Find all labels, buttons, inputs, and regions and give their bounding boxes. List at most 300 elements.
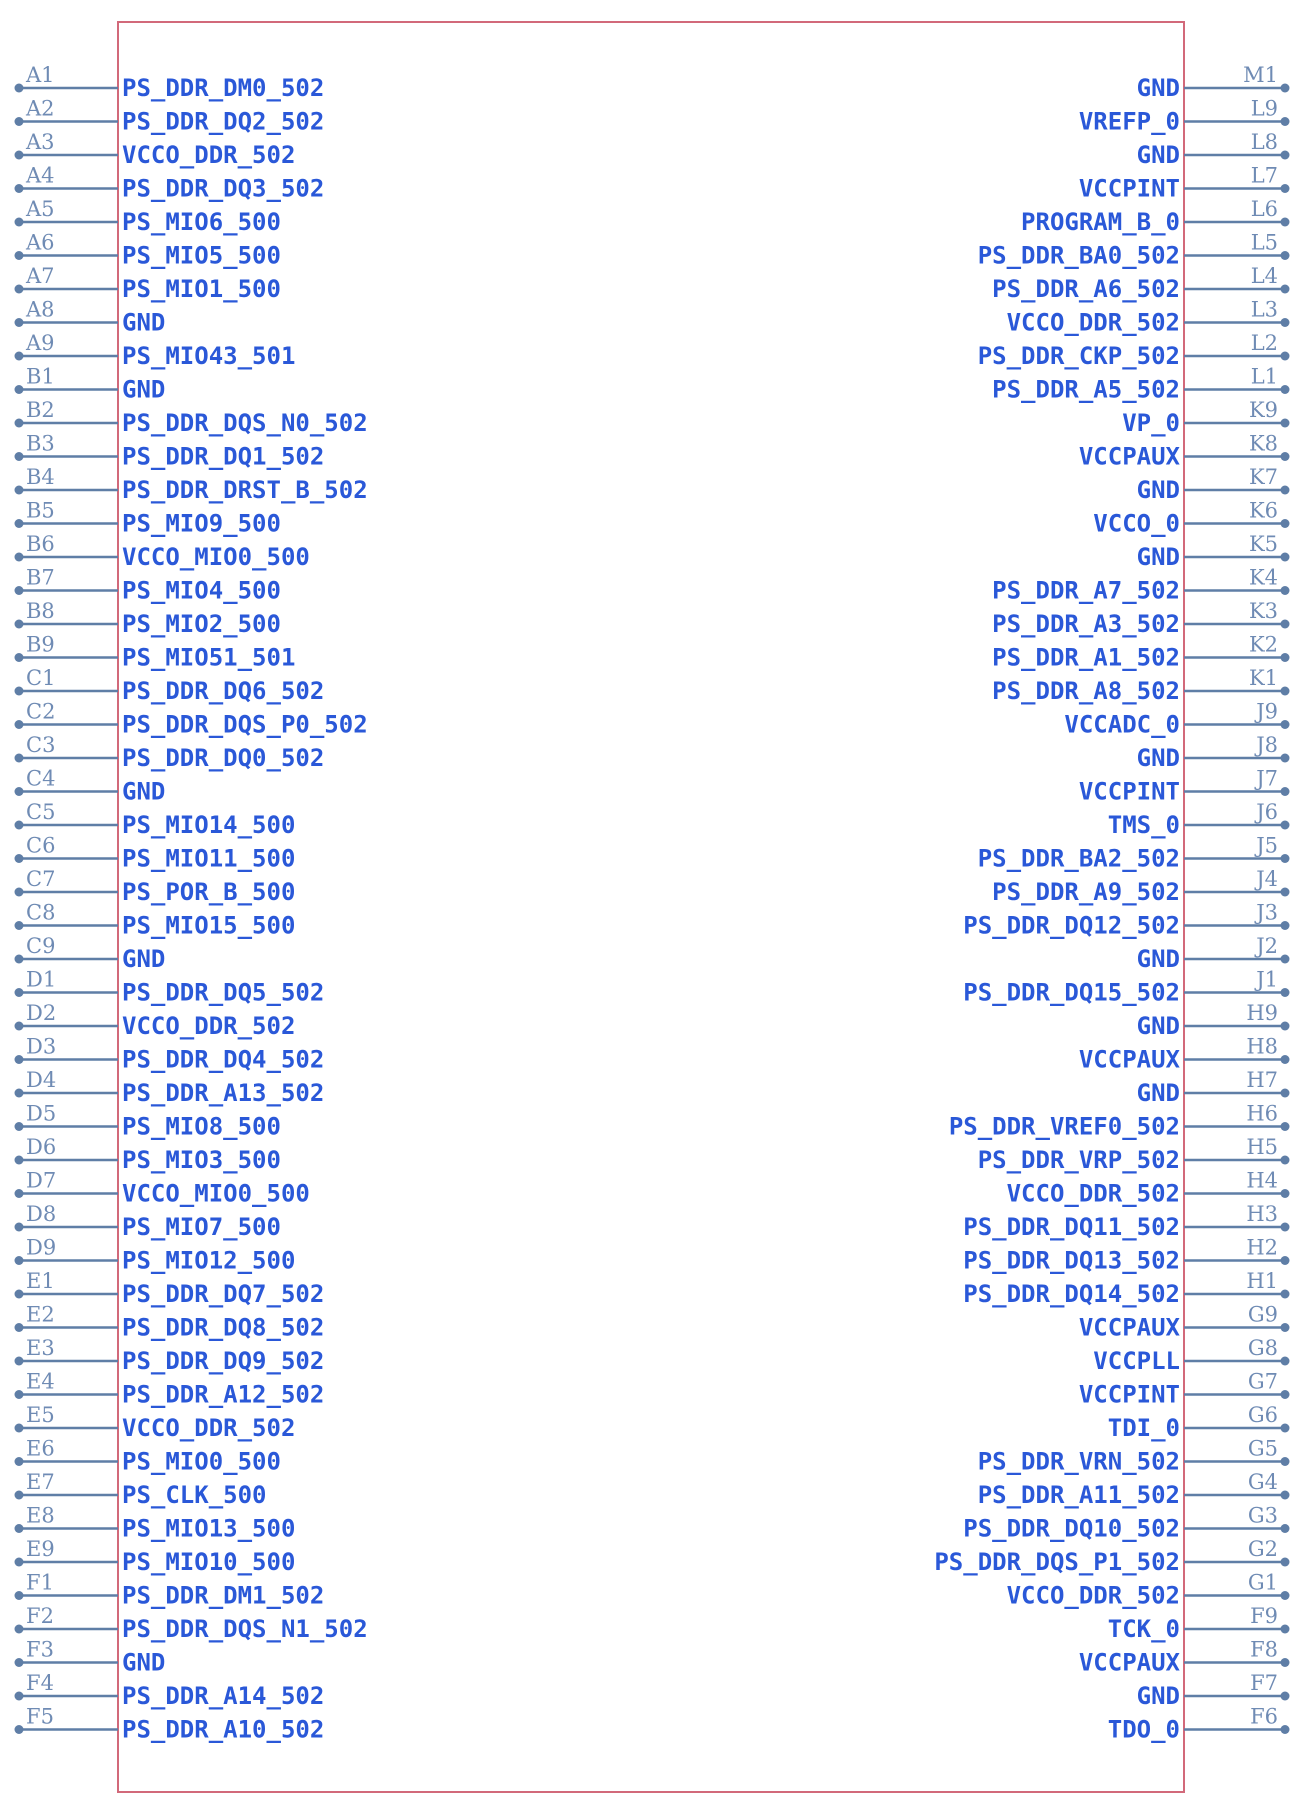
- pin-number: M1: [1243, 63, 1278, 87]
- pin-endpoint-dot: [1281, 586, 1290, 595]
- pin-d7: [15, 1169, 310, 1208]
- pin-number: B9: [26, 632, 55, 657]
- pin-number: H5: [1246, 1135, 1278, 1159]
- pin-label: VCCPINT: [1078, 1380, 1180, 1409]
- pin-label: PS_DDR_A13_502: [122, 1079, 325, 1107]
- pin-k4: [992, 566, 1289, 605]
- pin-number: G6: [1247, 1403, 1278, 1427]
- pin-label: VCCPAUX: [1078, 442, 1180, 471]
- pin-label: PS_DDR_DQ8_502: [122, 1313, 325, 1342]
- pin-l2: [978, 331, 1290, 370]
- pin-endpoint-dot: [15, 1625, 24, 1634]
- pin-d9: [15, 1236, 296, 1275]
- pin-endpoint-dot: [1281, 117, 1290, 126]
- pin-label: PS_MIO10_500: [122, 1548, 296, 1576]
- pin-number: G4: [1247, 1470, 1278, 1494]
- pin-endpoint-dot: [15, 854, 24, 863]
- pin-endpoint-dot: [15, 1725, 24, 1734]
- pin-endpoint-dot: [1281, 285, 1290, 294]
- pin-label: GND: [1136, 476, 1180, 504]
- pin-e5: [15, 1403, 296, 1442]
- pin-label: PS_DDR_A7_502: [992, 576, 1180, 605]
- pin-label: PS_DDR_DQ10_502: [963, 1514, 1180, 1543]
- pin-number: L4: [1250, 264, 1278, 288]
- pin-b6: [15, 532, 310, 571]
- pin-endpoint-dot: [15, 1558, 24, 1567]
- pin-number: L6: [1250, 197, 1278, 221]
- pin-number: D8: [26, 1202, 57, 1226]
- pin-number: A5: [26, 197, 55, 221]
- pin-e4: [15, 1370, 325, 1409]
- pin-b2: [15, 398, 368, 437]
- pin-number: C8: [26, 900, 56, 925]
- pin-label: PS_MIO7_500: [122, 1213, 281, 1241]
- pin-endpoint-dot: [1281, 452, 1290, 461]
- pin-k1: [992, 666, 1289, 705]
- pin-label: PS_DDR_A14_502: [122, 1682, 325, 1710]
- pin-c7: [15, 867, 296, 906]
- pin-label: GND: [1136, 74, 1180, 102]
- pin-endpoint-dot: [15, 921, 24, 930]
- pin-label: PS_DDR_DQ14_502: [963, 1280, 1180, 1308]
- pin-label: PS_MIO5_500: [122, 241, 281, 270]
- pin-label: PS_MIO9_500: [122, 509, 281, 538]
- pin-endpoint-dot: [15, 1256, 24, 1265]
- pin-endpoint-dot: [15, 117, 24, 126]
- pin-endpoint-dot: [15, 720, 24, 729]
- pin-label: VCCO_MIO0_500: [122, 543, 310, 571]
- pin-number: G5: [1247, 1436, 1278, 1461]
- pin-endpoint-dot: [1281, 1323, 1290, 1332]
- pin-number: E9: [26, 1537, 55, 1561]
- pin-label: VCCPINT: [1078, 174, 1180, 203]
- pin-number: J2: [1256, 934, 1278, 958]
- pin-l4: [992, 264, 1289, 303]
- pin-endpoint-dot: [1281, 251, 1290, 260]
- pin-number: L3: [1250, 297, 1278, 322]
- pin-label: PS_MIO13_500: [122, 1514, 296, 1543]
- pin-endpoint-dot: [15, 1357, 24, 1366]
- pin-label: PS_DDR_DQS_N0_502: [122, 409, 368, 437]
- pin-endpoint-dot: [1281, 385, 1290, 394]
- pin-label: VCCO_DDR_502: [122, 1012, 296, 1040]
- pin-number: A4: [26, 163, 55, 188]
- pin-label: PS_DDR_VRP_502: [977, 1146, 1180, 1174]
- pin-endpoint-dot: [1281, 1055, 1290, 1064]
- pin-endpoint-dot: [1281, 955, 1290, 964]
- pin-number: D4: [26, 1068, 57, 1092]
- pin-b9: [15, 633, 296, 672]
- pin-label: VREFP_0: [1078, 107, 1180, 136]
- pin-endpoint-dot: [15, 352, 24, 361]
- pin-number: C5: [26, 800, 56, 824]
- pin-label: PS_MIO15_500: [122, 911, 296, 940]
- pin-label: PS_MIO51_501: [122, 643, 296, 672]
- pin-number: L2: [1250, 331, 1278, 355]
- pin-endpoint-dot: [15, 1122, 24, 1131]
- pin-number: D3: [26, 1034, 57, 1059]
- pin-label: PS_DDR_DQ3_502: [122, 174, 325, 203]
- pin-j5: [978, 834, 1290, 873]
- pin-endpoint-dot: [1281, 888, 1290, 897]
- pin-l6: [1021, 197, 1289, 236]
- pin-e1: [15, 1269, 325, 1308]
- right-pin-column: [934, 63, 1289, 1744]
- pin-number: D5: [26, 1101, 57, 1126]
- pin-label: VCCO_DDR_502: [122, 1414, 296, 1442]
- pin-number: B1: [26, 364, 55, 389]
- pin-endpoint-dot: [1281, 519, 1290, 528]
- pin-j4: [992, 867, 1289, 906]
- pin-f2: [15, 1604, 368, 1643]
- pin-endpoint-dot: [1281, 1692, 1290, 1701]
- pin-endpoint-dot: [15, 385, 24, 394]
- pin-endpoint-dot: [15, 653, 24, 662]
- pin-endpoint-dot: [1281, 821, 1290, 830]
- pin-endpoint-dot: [15, 251, 24, 260]
- pin-label: PS_MIO2_500: [122, 610, 281, 638]
- pin-label: TCK_0: [1107, 1615, 1180, 1643]
- pin-endpoint-dot: [1281, 921, 1290, 930]
- pin-g1: [1007, 1571, 1290, 1610]
- pin-number: L5: [1250, 230, 1278, 255]
- pin-number: H2: [1246, 1235, 1278, 1260]
- pin-endpoint-dot: [15, 787, 24, 796]
- pin-endpoint-dot: [15, 184, 24, 193]
- pin-number: H7: [1246, 1068, 1278, 1092]
- pin-h1: [963, 1269, 1289, 1308]
- pin-endpoint-dot: [1281, 754, 1290, 763]
- pin-l3: [1007, 298, 1290, 337]
- pin-label: VCCPAUX: [1078, 1648, 1180, 1677]
- pin-c8: [15, 901, 296, 940]
- pin-label: PS_DDR_DQ1_502: [122, 442, 325, 471]
- pin-endpoint-dot: [1281, 1725, 1290, 1734]
- pin-label: PS_MIO6_500: [122, 208, 281, 236]
- pin-label: PS_DDR_BA2_502: [977, 844, 1180, 873]
- pin-e3: [15, 1336, 325, 1375]
- pin-h3: [963, 1202, 1289, 1241]
- pin-endpoint-dot: [1281, 218, 1290, 227]
- pin-h5: [978, 1135, 1290, 1174]
- pin-number: B3: [26, 431, 55, 456]
- pin-label: TDI_0: [1107, 1414, 1180, 1442]
- pin-e2: [15, 1303, 325, 1342]
- pin-number: A3: [26, 130, 55, 154]
- pin-endpoint-dot: [15, 955, 24, 964]
- pin-number: G9: [1247, 1302, 1278, 1327]
- pin-c2: [15, 700, 368, 739]
- pin-endpoint-dot: [1281, 1457, 1290, 1466]
- pin-endpoint-dot: [15, 1591, 24, 1600]
- pin-number: K9: [1248, 398, 1278, 422]
- pin-endpoint-dot: [15, 1055, 24, 1064]
- pin-number: H8: [1246, 1034, 1278, 1059]
- pin-number: L9: [1250, 96, 1278, 121]
- pin-c6: [15, 834, 296, 873]
- pin-label: VCCPAUX: [1078, 1313, 1180, 1342]
- pin-number: K2: [1248, 632, 1278, 657]
- pin-h2: [963, 1236, 1289, 1275]
- pin-number: A7: [26, 264, 55, 288]
- pin-number: K7: [1248, 465, 1278, 489]
- pin-endpoint-dot: [1281, 1223, 1290, 1232]
- pin-endpoint-dot: [15, 1424, 24, 1433]
- pin-d1: [15, 968, 325, 1007]
- pin-endpoint-dot: [1281, 1290, 1290, 1299]
- pin-endpoint-dot: [15, 988, 24, 997]
- pin-label: GND: [1136, 1682, 1180, 1710]
- pin-g5: [978, 1437, 1290, 1476]
- pin-number: J3: [1256, 900, 1278, 925]
- pin-endpoint-dot: [1281, 352, 1290, 361]
- pin-endpoint-dot: [15, 1457, 24, 1466]
- pin-number: B6: [26, 532, 55, 556]
- pin-endpoint-dot: [1281, 1491, 1290, 1500]
- pin-label: GND: [1136, 543, 1180, 571]
- pin-endpoint-dot: [1281, 1625, 1290, 1634]
- pin-label: PS_DDR_A1_502: [992, 643, 1180, 672]
- pin-label: GND: [1136, 1079, 1180, 1107]
- pin-endpoint-dot: [15, 318, 24, 327]
- pin-number: H3: [1246, 1202, 1278, 1226]
- pin-label: PS_DDR_VREF0_502: [948, 1112, 1180, 1141]
- pin-endpoint-dot: [1281, 1189, 1290, 1198]
- pin-number: A9: [26, 331, 55, 355]
- pin-f6: [1108, 1705, 1290, 1744]
- pin-number: K6: [1248, 498, 1278, 523]
- pin-label: GND: [1136, 744, 1180, 772]
- pin-number: B8: [26, 599, 55, 623]
- pin-endpoint-dot: [15, 486, 24, 495]
- pin-number: F3: [26, 1637, 54, 1662]
- pin-number: D2: [26, 1001, 57, 1025]
- pin-label: PS_MIO8_500: [122, 1112, 281, 1141]
- pin-f1: [15, 1571, 325, 1610]
- pin-label: PS_MIO1_500: [122, 275, 281, 303]
- pin-endpoint-dot: [15, 519, 24, 528]
- pin-number: J1: [1256, 967, 1278, 992]
- pin-label: PS_DDR_DQ5_502: [122, 978, 325, 1007]
- pin-a1: [15, 63, 325, 102]
- pin-number: B5: [26, 498, 55, 523]
- pin-number: J4: [1256, 867, 1278, 891]
- pin-label: VCCADC_0: [1064, 710, 1180, 739]
- pin-label: PS_DDR_DQ2_502: [122, 107, 325, 136]
- pin-label: PROGRAM_B_0: [1021, 208, 1180, 236]
- pin-label: PS_DDR_A10_502: [122, 1715, 325, 1744]
- pin-label: PS_DDR_DQ11_502: [963, 1213, 1180, 1241]
- pin-label: VCCPINT: [1078, 777, 1180, 806]
- pin-number: J9: [1256, 699, 1278, 724]
- pin-number: C7: [26, 867, 56, 891]
- pin-endpoint-dot: [1281, 1524, 1290, 1533]
- pin-endpoint-dot: [1281, 620, 1290, 629]
- pin-number: F2: [26, 1604, 54, 1628]
- pin-g3: [963, 1504, 1289, 1543]
- pin-endpoint-dot: [1281, 720, 1290, 729]
- pin-endpoint-dot: [1281, 1122, 1290, 1131]
- pin-label: PS_MIO0_500: [122, 1447, 281, 1476]
- pin-a9: [15, 331, 296, 370]
- pin-c5: [15, 800, 296, 839]
- pin-d3: [15, 1035, 325, 1074]
- pin-endpoint-dot: [1281, 318, 1290, 327]
- pin-endpoint-dot: [15, 285, 24, 294]
- pin-label: PS_DDR_A6_502: [992, 275, 1180, 303]
- pin-label: PS_MIO11_500: [122, 844, 296, 873]
- pin-a2: [15, 97, 325, 136]
- pin-endpoint-dot: [1281, 419, 1290, 428]
- pin-k2: [992, 633, 1289, 672]
- pin-label: VCCO_MIO0_500: [122, 1179, 310, 1208]
- pin-number: E6: [26, 1436, 55, 1461]
- pin-label: PS_MIO12_500: [122, 1246, 296, 1275]
- pin-label: VCCO_0: [1093, 509, 1180, 538]
- pin-number: D6: [26, 1135, 57, 1159]
- left-pin-column: [15, 63, 368, 1744]
- pin-label: PS_DDR_DQS_P1_502: [934, 1548, 1180, 1576]
- pin-number: F4: [26, 1671, 54, 1695]
- pin-e9: [15, 1537, 296, 1576]
- pin-endpoint-dot: [1281, 1256, 1290, 1265]
- pin-endpoint-dot: [15, 1524, 24, 1533]
- pin-label: PS_DDR_A8_502: [992, 677, 1180, 705]
- pin-endpoint-dot: [15, 553, 24, 562]
- pin-label: PS_DDR_DQ13_502: [963, 1246, 1180, 1275]
- pin-number: J7: [1256, 766, 1278, 791]
- pin-number: F8: [1250, 1637, 1278, 1662]
- pin-number: H4: [1246, 1168, 1278, 1193]
- pin-endpoint-dot: [15, 452, 24, 461]
- pin-number: D7: [26, 1168, 57, 1193]
- pin-number: E8: [26, 1503, 55, 1528]
- pin-endpoint-dot: [15, 419, 24, 428]
- pin-label: VCCO_DDR_502: [1006, 1581, 1180, 1610]
- pin-number: F1: [26, 1570, 54, 1595]
- pin-endpoint-dot: [15, 1022, 24, 1031]
- pin-number: A6: [26, 230, 55, 255]
- pin-label: PS_DDR_DQ15_502: [963, 978, 1180, 1007]
- pin-number: E1: [26, 1269, 55, 1293]
- pin-label: PS_DDR_DQ12_502: [963, 911, 1180, 940]
- pin-endpoint-dot: [1281, 1558, 1290, 1567]
- pin-endpoint-dot: [15, 1491, 24, 1500]
- pin-f4: [15, 1671, 325, 1710]
- pin-endpoint-dot: [15, 1323, 24, 1332]
- pin-label: GND: [1136, 141, 1180, 169]
- pin-label: PS_DDR_A12_502: [122, 1380, 325, 1409]
- pin-endpoint-dot: [1281, 1658, 1290, 1667]
- pin-number: E2: [26, 1302, 55, 1327]
- pin-endpoint-dot: [15, 888, 24, 897]
- pin-number: B2: [26, 398, 55, 422]
- pin-number: G1: [1247, 1570, 1278, 1595]
- pin-endpoint-dot: [15, 1692, 24, 1701]
- pin-label: PS_DDR_A5_502: [992, 375, 1180, 404]
- pin-label: PS_DDR_DM1_502: [122, 1581, 325, 1610]
- pin-j1: [963, 968, 1289, 1007]
- pin-endpoint-dot: [1281, 1424, 1290, 1433]
- pin-endpoint-dot: [1281, 1357, 1290, 1366]
- pin-label: PS_DDR_DQ0_502: [122, 744, 325, 772]
- pin-endpoint-dot: [1281, 653, 1290, 662]
- pin-label: PS_DDR_DQ9_502: [122, 1347, 325, 1375]
- pin-number: D9: [26, 1235, 57, 1260]
- pin-endpoint-dot: [1281, 151, 1290, 160]
- pin-label: VCCO_DDR_502: [122, 141, 296, 169]
- pin-endpoint-dot: [1281, 553, 1290, 562]
- pin-g4: [978, 1470, 1290, 1509]
- pin-number: G8: [1247, 1336, 1278, 1360]
- pin-label: VP_0: [1122, 409, 1180, 437]
- pin-number: A8: [26, 297, 55, 322]
- pin-label: VCCO_DDR_502: [1006, 308, 1180, 337]
- pin-label: TDO_0: [1107, 1715, 1180, 1744]
- pin-number: E5: [26, 1403, 55, 1427]
- pin-b3: [15, 432, 325, 471]
- pin-endpoint-dot: [1281, 687, 1290, 696]
- pin-d2: [15, 1001, 296, 1040]
- pin-label: GND: [122, 777, 166, 806]
- pin-number: F5: [26, 1704, 54, 1729]
- pin-number: C3: [26, 733, 56, 757]
- pin-endpoint-dot: [1281, 1089, 1290, 1098]
- pin-label: PS_MIO43_501: [122, 342, 296, 370]
- pin-number: G2: [1247, 1537, 1278, 1561]
- pin-number: H6: [1246, 1101, 1278, 1126]
- pin-number: F6: [1250, 1704, 1278, 1729]
- pin-number: F9: [1250, 1604, 1278, 1628]
- pin-number: G7: [1247, 1369, 1278, 1394]
- pin-a3: [15, 130, 296, 169]
- pin-label: PS_DDR_DQ4_502: [122, 1045, 325, 1074]
- pin-number: B7: [26, 565, 55, 590]
- pin-number: E3: [26, 1336, 55, 1360]
- pin-label: PS_DDR_DRST_B_502: [122, 476, 368, 504]
- pin-label: PS_DDR_DQS_N1_502: [122, 1615, 368, 1643]
- pin-label: VCCPAUX: [1078, 1045, 1180, 1074]
- pin-label: VCCPLL: [1093, 1347, 1180, 1375]
- pin-label: PS_MIO4_500: [122, 576, 281, 605]
- pin-label: VCCO_DDR_502: [1006, 1179, 1180, 1208]
- pin-endpoint-dot: [15, 1189, 24, 1198]
- pin-number: C2: [26, 699, 56, 724]
- pin-label: PS_DDR_A9_502: [992, 878, 1180, 906]
- pin-number: E4: [26, 1369, 55, 1394]
- pin-endpoint-dot: [15, 1658, 24, 1667]
- pin-number: J8: [1256, 733, 1278, 757]
- pin-number: C4: [26, 766, 56, 791]
- pin-number: J6: [1256, 800, 1278, 824]
- pin-h6: [949, 1102, 1290, 1141]
- pin-endpoint-dot: [15, 1089, 24, 1098]
- pin-endpoint-dot: [15, 620, 24, 629]
- pin-number: L7: [1250, 163, 1278, 188]
- pin-label: GND: [1136, 945, 1180, 973]
- pin-number: K8: [1248, 431, 1278, 456]
- pin-number: J5: [1256, 833, 1278, 858]
- pin-number: K3: [1248, 599, 1278, 623]
- pin-endpoint-dot: [1281, 1390, 1290, 1399]
- pin-g2: [934, 1537, 1289, 1576]
- pin-label: PS_DDR_A3_502: [992, 610, 1180, 638]
- pin-number: A1: [26, 63, 55, 87]
- pin-endpoint-dot: [1281, 486, 1290, 495]
- pin-endpoint-dot: [15, 151, 24, 160]
- pin-endpoint-dot: [15, 1290, 24, 1299]
- pin-label: PS_DDR_CKP_502: [977, 342, 1180, 370]
